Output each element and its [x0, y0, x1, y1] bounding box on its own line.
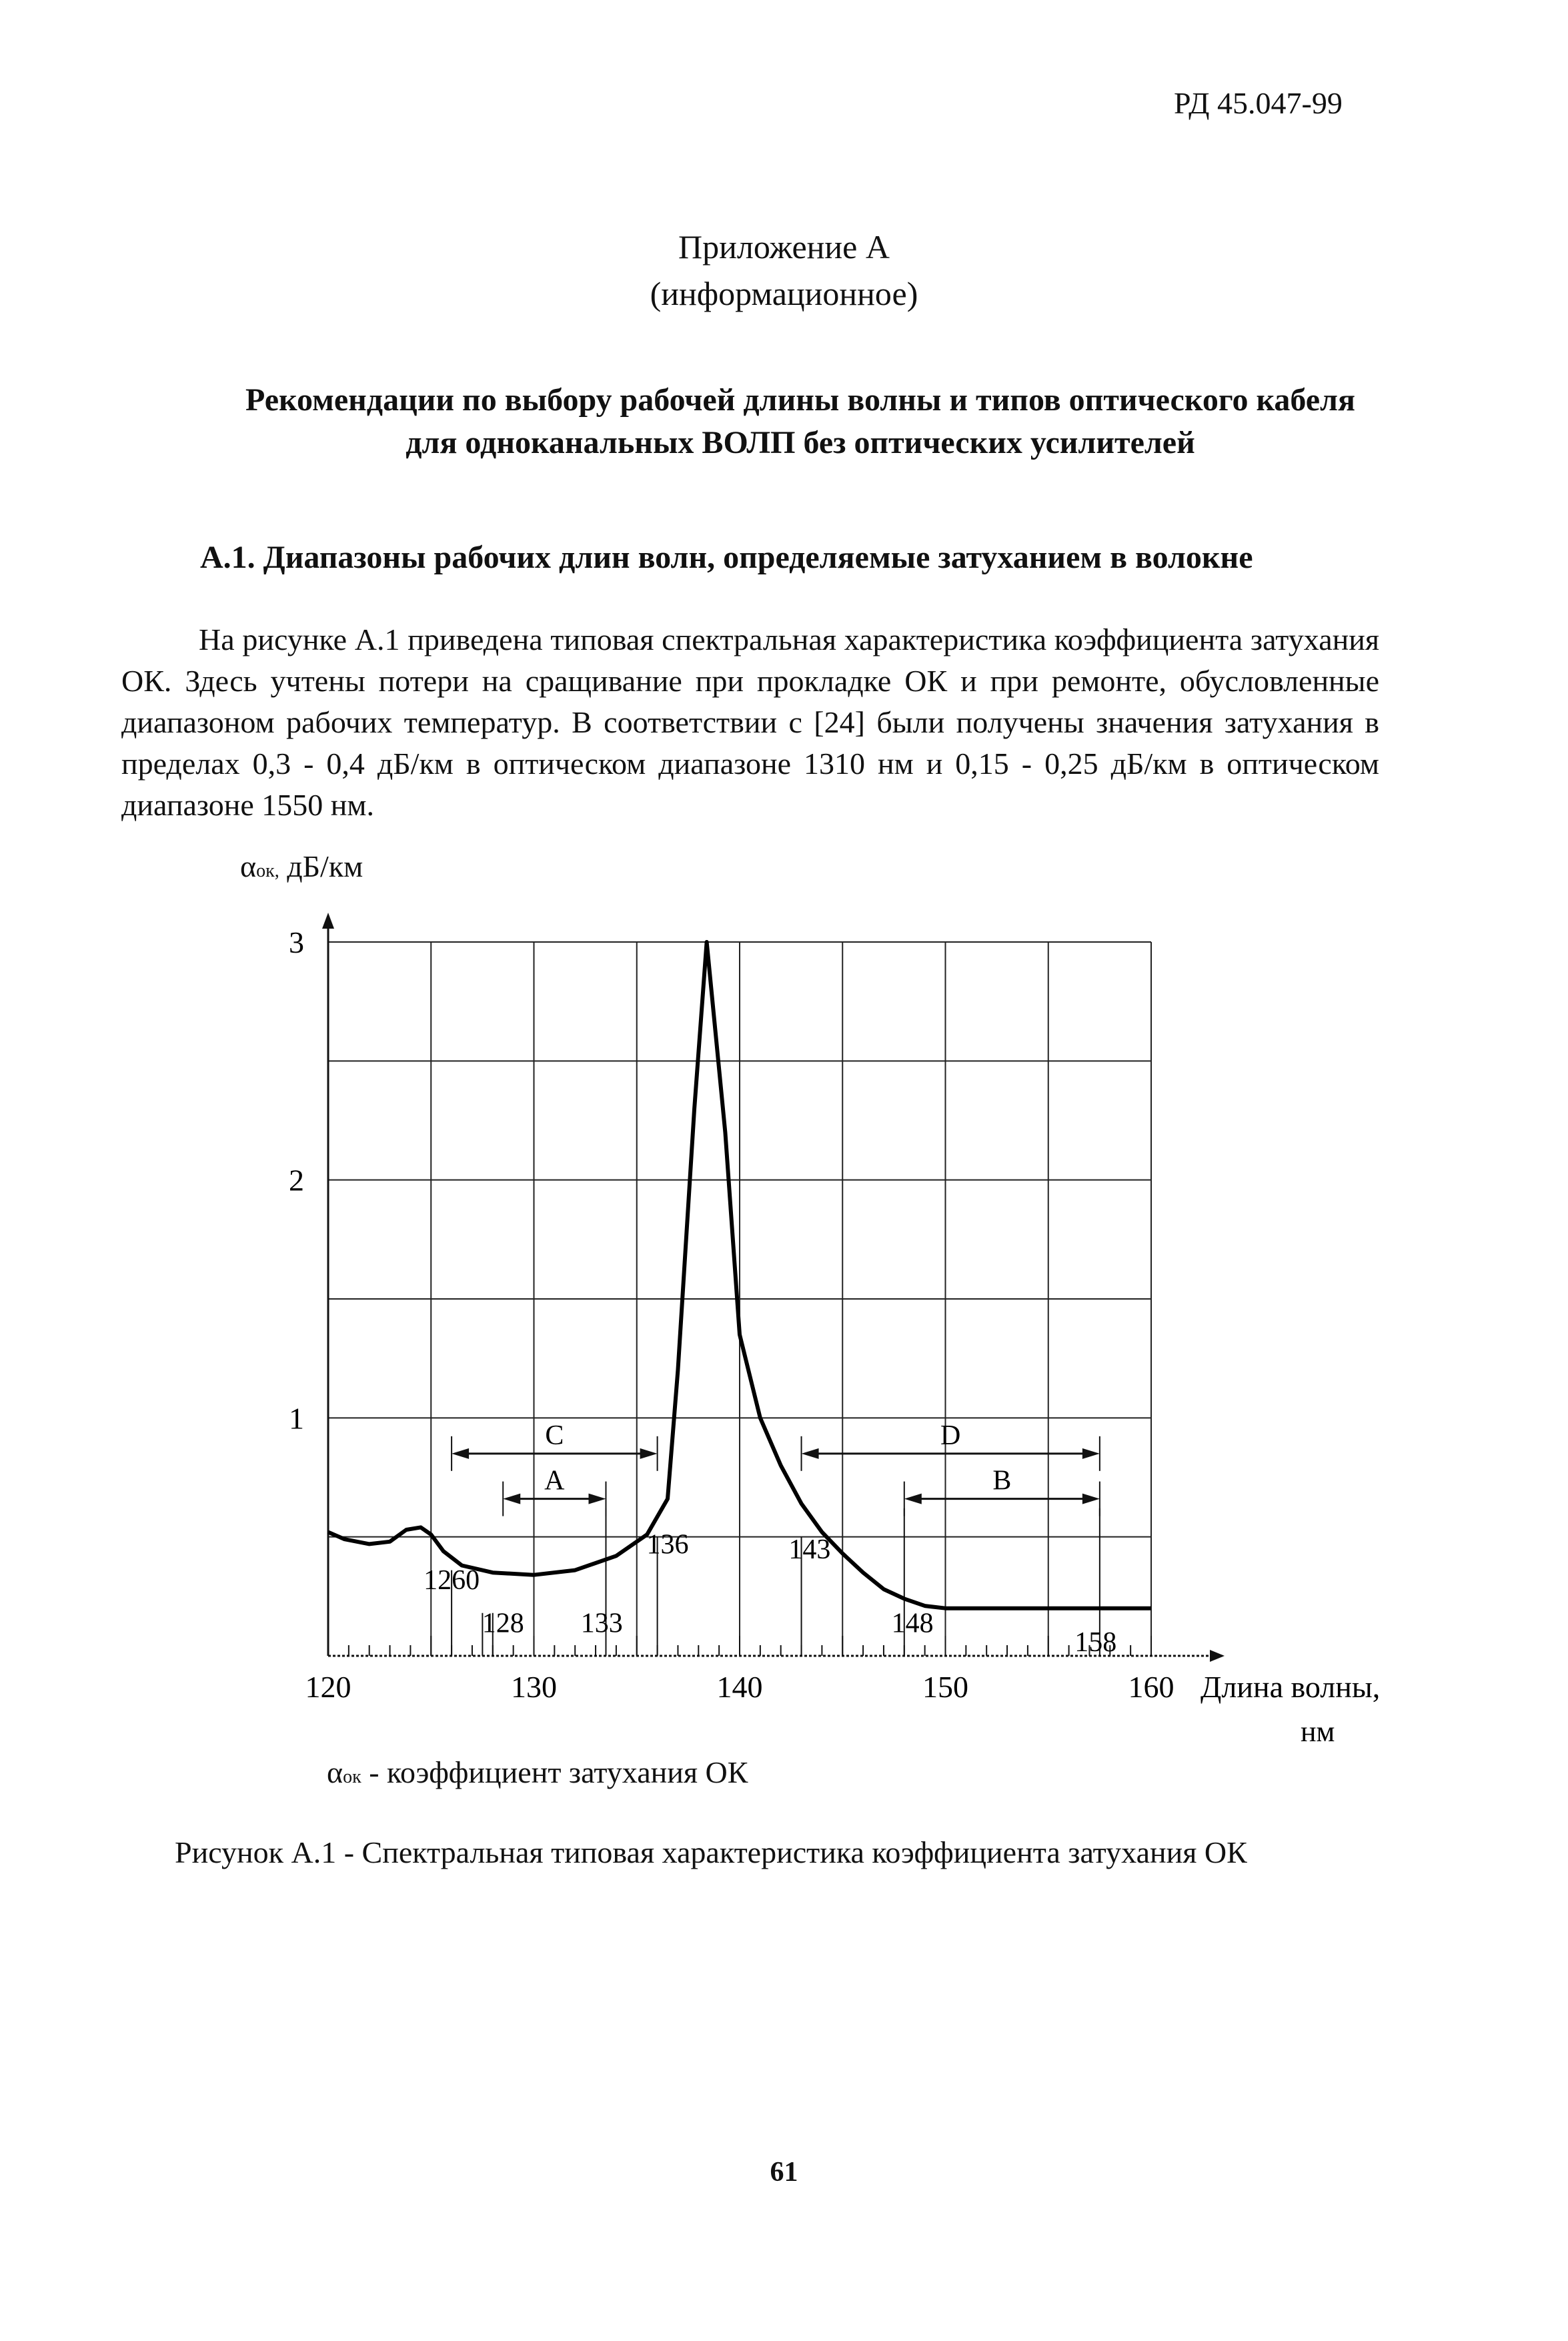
y-axis-arrow [322, 913, 334, 929]
legend-symbol-sub: ок [343, 1767, 361, 1787]
appendix-title: Приложение А [678, 228, 890, 266]
x-axis-label-line-1: Длина волны, [1201, 1670, 1381, 1704]
chart-axes [322, 913, 1225, 1662]
body-paragraph [121, 619, 1379, 826]
y-axis-symbol-sub: ок, [256, 861, 279, 881]
band-arrow-left [503, 1494, 520, 1504]
wavelength-label: 148 [891, 1608, 934, 1639]
recommendation-line-2: для одноканальных ВОЛП без оптических усилителей [406, 425, 1195, 460]
band-arrow-left [802, 1448, 819, 1459]
band-label: B [992, 1465, 1012, 1496]
band-arrow-left [452, 1448, 469, 1459]
x-axis-arrow [1210, 1650, 1225, 1662]
legend-symbol: α [327, 1755, 343, 1789]
legend-text: - коэффициент затухания ОК [361, 1755, 748, 1789]
band-label: A [544, 1465, 565, 1496]
band-label: D [940, 1420, 961, 1451]
band-arrow-right [1082, 1494, 1100, 1504]
chart-bands [452, 1420, 1100, 1516]
y-tick-label: 3 [289, 925, 304, 959]
y-tick-label: 1 [289, 1401, 304, 1436]
chart-grid [328, 942, 1151, 1656]
wavelength-label: 133 [580, 1608, 623, 1639]
wavelength-label: 1260 [424, 1565, 480, 1596]
wavelength-label: 143 [788, 1534, 831, 1565]
chart-ticks [289, 925, 1174, 1704]
x-tick-label: 120 [305, 1670, 351, 1704]
x-tick-label: 140 [716, 1670, 763, 1704]
band-arrow-right [1082, 1448, 1100, 1459]
y-axis-unit: дБ/км [279, 849, 363, 883]
recommendation-title [200, 379, 1401, 464]
appendix-subtitle: (информационное) [650, 275, 918, 312]
recommendation-line-1: Рекомендации по выбору рабочей длины волны и типов оптического кабеля [245, 382, 1355, 418]
document-code: РД 45.047-99 [1174, 86, 1343, 120]
chart-annotations [424, 1508, 1116, 1658]
attenuation-chart [0, 867, 1568, 1748]
y-axis-symbol: α [240, 849, 257, 883]
page-number: 61 [770, 2157, 798, 2188]
y-tick-label: 2 [289, 1163, 304, 1198]
x-tick-label: 150 [922, 1670, 968, 1704]
section-title: А.1. Диапазоны рабочих длин волн, определяемые затуханием в волокне [200, 540, 1253, 575]
appendix-heading [0, 223, 1568, 317]
x-tick-label: 160 [1128, 1670, 1174, 1704]
x-tick-label: 130 [511, 1670, 557, 1704]
symbol-legend [327, 1755, 748, 1790]
wavelength-label: 158 [1074, 1626, 1117, 1658]
wavelength-label: 128 [482, 1608, 524, 1639]
body-paragraph-text: На рисунке А.1 приведена типовая спектральная характеристика коэффициента затухания ОК. Здесь учтены потери на сращивание при прокладке ОК и при ремонте, обусловленные диапазоном рабочих температур. В соответствии с [24] были получены значения затухания в пределах 0,3 - 0,4 дБ/км в оптическом диапазоне 1310 нм и 0,15 - 0,25 дБ/км в оптическом диапазоне 1550 нм. [121, 622, 1379, 822]
figure-caption: Рисунок А.1 - Спектральная типовая характеристика коэффициента затухания ОК [175, 1835, 1247, 1869]
band-arrow-left [904, 1494, 922, 1504]
band-label: C [545, 1420, 564, 1451]
band-arrow-right [640, 1448, 658, 1459]
wavelength-label: 136 [646, 1529, 689, 1560]
band-arrow-right [588, 1494, 606, 1504]
x-axis-label-line-2: нм [1301, 1715, 1335, 1748]
